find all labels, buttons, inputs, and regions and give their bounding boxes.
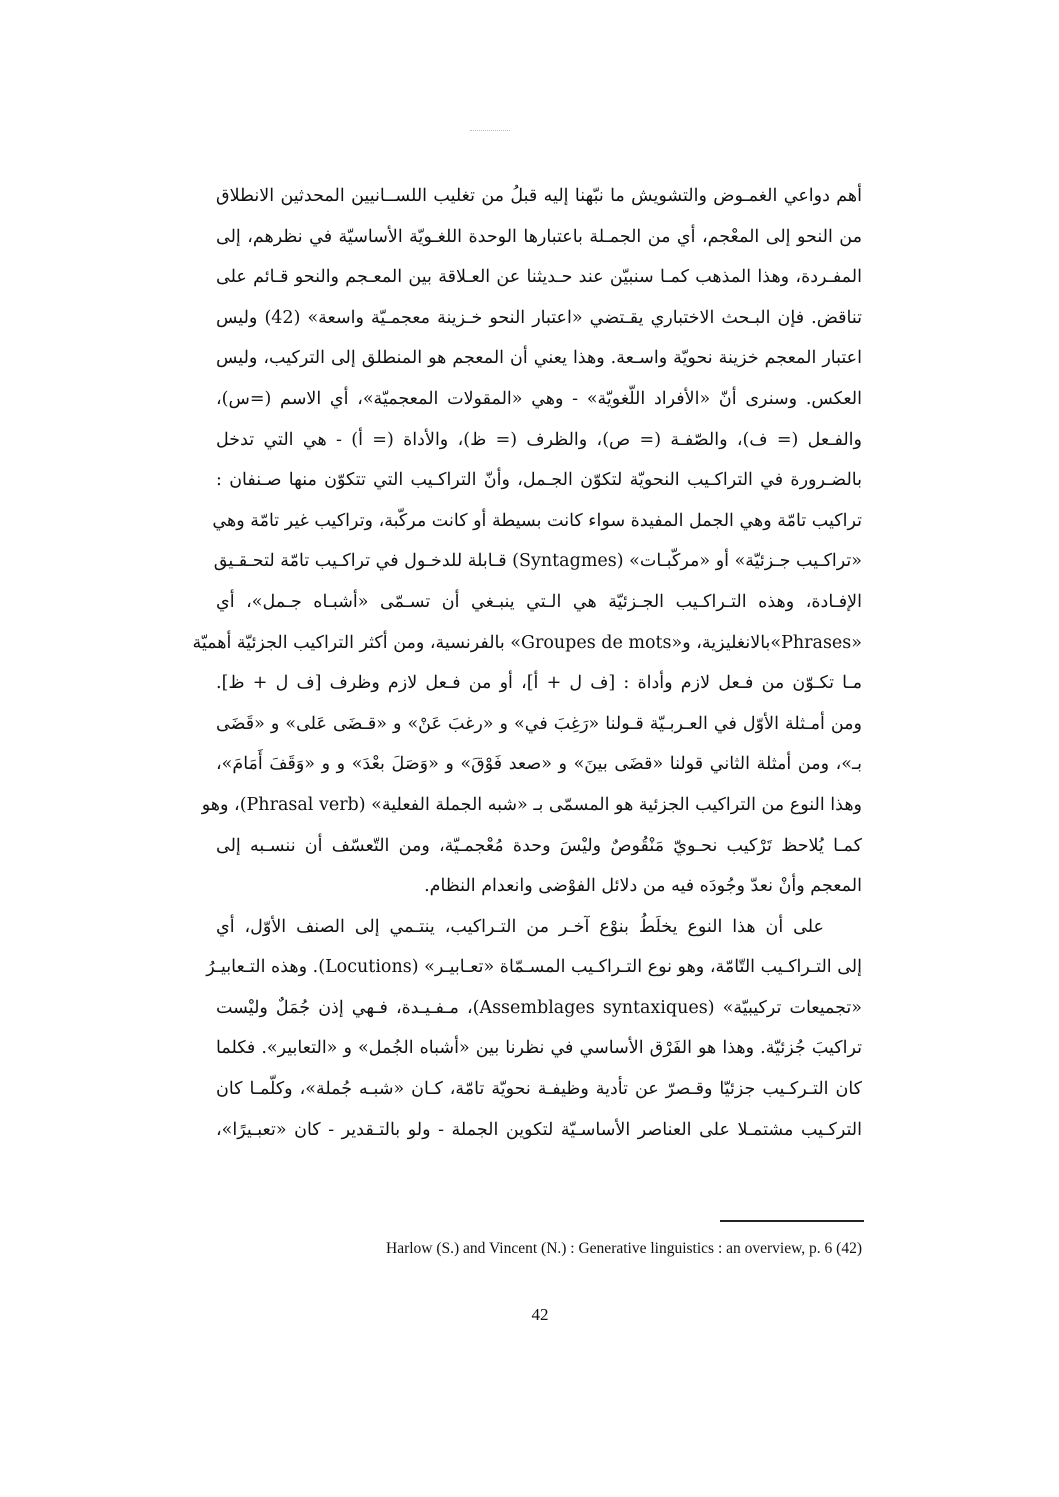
text-line: التركـيب مشتمـلا على العناصر الأساسـيّة لتكوين الجملة - ولو بالتـقدير - كان «تعبـيرًا»،	[216, 1119, 862, 1140]
text-line: الإفـادة، وهذه التـراكـيب الجـزئيّة هي الـتي ينبـغي أن تسـمّى «أشبـاه جـمل»، أي	[216, 591, 862, 612]
paragraph-2	[206, 907, 863, 1151]
text-line: كان التـركـيب جزئيّا وقـصرّ عن تأدية وظيفـة نحويّة تامّة، كـان «شبـه جُملة»، وكلّمـا كان	[216, 1079, 862, 1100]
text-line: مـا تكـوّن من فـعل لازم وأداة : [ف ل + أ]، أو من فـعل لازم وظرف [ف ل + ظ].	[216, 673, 862, 694]
text-line: والفـعل (= ف)، والصّفـة (= ص)، والظرف (= ظ)، والأداة (= أ) - هي التي تدخل	[216, 429, 862, 450]
text-line: «تراكـيب جـزئيّة» أو «مركّبـات» (Syntagmes) قـابلة للدخـول في تراكـيب تامّة لتحـقـيق	[213, 551, 862, 572]
page-number: 42	[531, 1305, 549, 1324]
text-line: المعجم وأنْ نعدّ وجُودَه فيه من دلائل الفوْضى وانعدام النظام.	[424, 876, 862, 897]
text-line: تراكيب تامّة وهي الجمل المفيدة سواء كانت بسيطة أو كانت مركّبة، وتراكيب غير تامّة وهي	[212, 510, 862, 531]
text-line: ومن أمـثلة الأوّل في العـربـيّة قـولنا «رَغِبَ في» و «رغبَ عَنْ» و «قـضَى عَلى» و «قَضَى	[216, 713, 862, 734]
text-line: العكس. وسنرى أنّ «الأفراد اللّغويّة» - وهي «المقولات المعجميّة»، أي الاسم (=س)،	[216, 388, 862, 409]
text-line: بـ»، ومن أمثلة الثاني قولنا «قضَى بينَ» و «صعد فَوْقَ» و «وَصَلَ بعْدَ» و و «وَقَفَ أَمَامَ»،	[216, 754, 862, 775]
text-line: بالضـرورة في التراكـيب النحويّة لتكوّن الجـمل، وأنّ التراكـيب التي تتكوّن منها صـنفان :	[216, 470, 862, 491]
footnote: Harlow (S.) and Vincent (N.) : Generative linguistics : an overview, p. 6 (42)	[386, 1240, 862, 1257]
text-line: تراكيبَ جُزئيّة. وهذا هو الفَرْق الأساسي في نظرنا بين «أشباه الجُمل» و «التعابير». فكلما	[216, 1038, 862, 1059]
text-line: إلى التـراكـيب التّامّة، وهو نوع التـراكـيب المسـمّاة «تعـابيـر» (Locutions). وهذه التـعابيـرُ	[206, 957, 862, 978]
text-line: تناقض. فإن البـحث الاختباري يقـتضي «اعتبار النحو خـزينة معجمـيّة واسعة» (42) وليس	[216, 307, 862, 328]
text-line: وهذا النوع من التراكيب الجزئية هو المسمّى بـ «شبه الجملة الفعلية» (Phrasal verb)، وهو	[201, 794, 862, 815]
text-line: على أن هذا النوع يخلَطُ بنوْع آخـر من التـراكيب، ينتـمي إلى الصنف الأوّل، أي	[216, 916, 824, 937]
main-text	[192, 176, 863, 1150]
paragraph-1	[192, 176, 862, 907]
text-line: من النحو إلى المعْجم، أي من الجمـلة باعتبارها الوحدة اللغـويّة الأساسيّة في نظرهم، إلى	[216, 226, 862, 247]
text-line: «Phrases»بالانغليزية، و«Groupes de mots» بالفرنسية، ومن أكثر التراكيب الجزئيّة أهميّة	[192, 632, 862, 653]
text-line: المفـردة، وهذا المذهب كمـا سنبيّن عند حـديثنا عن العـلاقة بين المعـجم والنحو قـائم على	[216, 267, 862, 288]
footnote-divider	[720, 1220, 864, 1222]
text-line: كمـا يُلاحظ تَرْكيب نحـويّ مَنْقُوصٌ وليْسَ وحدة مُعْجمـيّة، ومن التّعسّف أن ننسـبه إلى	[216, 835, 862, 856]
text-line: أهم دواعي الغمـوض والتشويش ما نبّهنا إليه قبلُ من تغليب اللســانيين المحدثين الانطلاق	[216, 186, 862, 206]
text-line: «تجميعات تركيبيّة» (Assemblages syntaxiques)، مـفـيـدة، فـهي إذن جُمَلٌ وليْست	[216, 997, 863, 1018]
text-line: اعتبار المعجم خزينة نحويّة واسـعة. وهذا يعني أن المعجم هو المنطلق إلى التركيب، وليس	[216, 348, 862, 369]
top-ornament	[470, 130, 510, 132]
